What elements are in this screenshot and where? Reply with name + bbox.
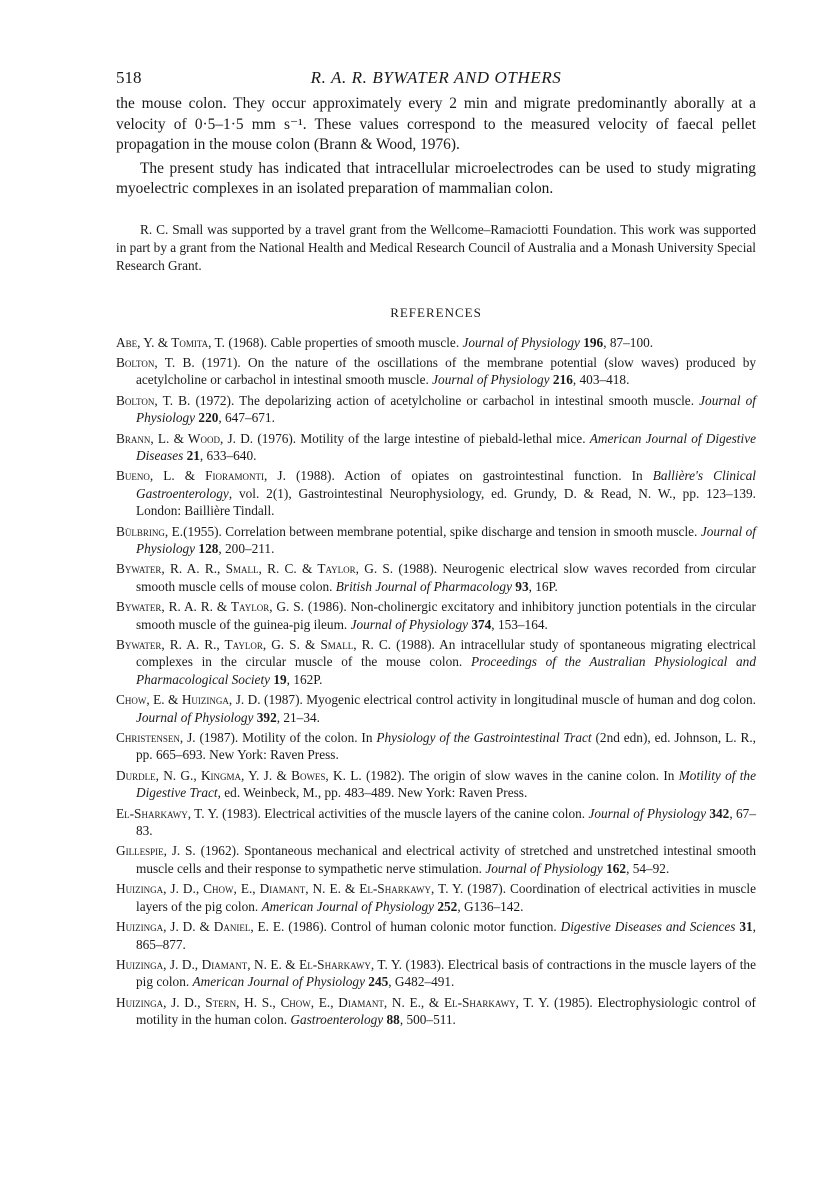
reference-authors: Huizinga, J. D., Diamant, N. E. & El-Sharkawy, T. Y.: [116, 956, 403, 972]
reference-pages: , 647–671.: [218, 410, 275, 426]
reference-entry: [116, 805, 756, 840]
reference-entry: [116, 994, 756, 1029]
reference-authors: Durdle, N. G., Kingma, Y. J. & Bowes, K. L.: [116, 767, 362, 783]
reference-pages: , 865–877.: [136, 919, 756, 952]
reference-title: Electrical basis of contractions in the muscle layers of the pig colon.: [136, 956, 756, 990]
reference-title: Coordination of electrical activities in muscle layers of the pig colon.: [136, 881, 756, 914]
reference-entry: [116, 392, 756, 427]
reference-authors: El-Sharkawy, T. Y.: [116, 805, 219, 821]
reference-year: (1987).: [195, 730, 243, 746]
reference-journal: American Journal of Physiology: [192, 974, 365, 990]
reference-entry: [116, 467, 756, 519]
reference-journal: Journal of Physiology: [136, 523, 756, 556]
reference-title: Non-cholinergic excitatory and inhibitory junction potentials in the circular smooth muscle of the guinea-pig ileum.: [136, 599, 756, 632]
reference-title: On the nature of the oscillations of the membrane potential (slow waves) produced by acetylcholine or carbachol in intestinal smooth muscle.: [136, 354, 756, 388]
reference-pages: , 21–34.: [276, 709, 320, 725]
reference-authors: Bolton, T. B.: [116, 392, 191, 408]
reference-authors: Huizinga, J. D. & Daniel, E. E.: [116, 919, 285, 935]
reference-volume: 19: [270, 671, 287, 687]
reference-year: (1988).: [391, 637, 440, 652]
reference-year: (1983).: [218, 805, 265, 821]
reference-title: Spontaneous mechanical and electrical activity of stretched and unstretched intestinal smooth muscle cells and their response to sympathetic nerve stimulation.: [136, 843, 756, 876]
reference-year: (1988).: [285, 468, 345, 484]
reference-year: (1985).: [549, 994, 598, 1010]
reference-pages: , 87–100.: [603, 334, 654, 350]
reference-title: Electrical activities of the muscle layers of the canine colon.: [264, 805, 589, 821]
reference-authors: Bolton, T. B.: [116, 354, 195, 370]
reference-title: Neurogenic electrical slow waves recorded from circular smooth muscle cells of mouse colon.: [136, 561, 756, 594]
reference-entry: [116, 430, 756, 465]
references-heading: REFERENCES: [390, 304, 482, 320]
reference-pages: (2nd edn), ed. Johnson, L. R., pp. 665–693. New York: Raven Press.: [136, 730, 756, 763]
reference-pages: , vol. 2(1), Gastrointestinal Neurophysiology, ed. Grundy, D. & Read, N. W., pp. 123–139. London: Baillière Tindall.: [136, 485, 756, 519]
reference-journal: American Journal of Digestive Diseases: [136, 430, 756, 463]
reference-pages: , 54–92.: [626, 860, 670, 876]
reference-year: (1983).: [402, 956, 448, 972]
reference-volume: 93: [511, 578, 529, 594]
reference-journal: Journal of Physiology: [136, 392, 756, 426]
page: [116, 68, 756, 1032]
reference-authors: Bywater, R. A. R. & Taylor, G. S.: [116, 599, 304, 615]
reference-authors: Brann, L. & Wood, J. D.: [116, 430, 254, 446]
reference-journal: Journal of Physiology: [588, 805, 707, 821]
reference-year: (1962).: [195, 843, 245, 859]
reference-pages: , 67–83.: [136, 805, 756, 839]
reference-journal: Proceedings of the Australian Physiological and Pharmacological Society: [136, 654, 756, 687]
reference-volume: 392: [253, 709, 277, 725]
reference-pages: , 153–164.: [491, 616, 548, 632]
reference-pages: , ed. Weinbeck, M., pp. 483–489. New York: Raven Press.: [217, 785, 528, 801]
reference-authors: Huizinga, J. D., Stern, H. S., Chow, E., Diamant, N. E., & El-Sharkawy, T. Y.: [116, 994, 550, 1010]
reference-volume: 220: [195, 410, 219, 426]
reference-journal: Journal of Physiology: [485, 860, 603, 876]
reference-journal: Ballière's Clinical Gastroenterology: [136, 468, 756, 501]
reference-journal: Journal of Physiology: [350, 616, 469, 632]
reference-authors: Abe, Y. & Tomita, T.: [116, 334, 225, 350]
reference-volume: 252: [434, 898, 458, 914]
reference-pages: , 500–511.: [399, 1012, 456, 1028]
reference-pages: , 633–640.: [199, 447, 257, 463]
reference-year: (1972).: [190, 392, 240, 408]
reference-volume: 374: [468, 616, 492, 632]
reference-authors: Bywater, R. A. R., Small, R. C. & Taylor, G. S.: [116, 561, 394, 577]
reference-title: The origin of slow waves in the canine colon. In: [408, 767, 679, 783]
reference-volume: 88: [383, 1012, 400, 1028]
reference-year: (1987).: [463, 881, 511, 897]
reference-title: The depolarizing action of acetylcholine or carbachol in intestinal smooth muscle.: [239, 392, 700, 408]
reference-volume: 162: [602, 860, 627, 876]
reference-title: Myogenic electrical control activity in longitudinal muscle of human and dog colon.: [306, 692, 756, 708]
reference-volume: 21: [183, 447, 200, 463]
page-header: [116, 68, 756, 94]
reference-authors: Chow, E. & Huizinga, J. D.: [116, 692, 261, 708]
reference-journal: Digestive Diseases and Sciences: [560, 919, 736, 935]
reference-volume: 31: [735, 919, 753, 935]
reference-journal: British Journal of Pharmacology: [335, 578, 512, 594]
reference-entry: [116, 956, 756, 991]
reference-entry: [116, 842, 756, 877]
reference-list: [116, 334, 756, 1029]
reference-entry: [116, 691, 756, 726]
reference-pages: , 16P.: [528, 578, 558, 594]
reference-year: (1986).: [303, 599, 351, 615]
reference-journal: Physiology of the Gastrointestinal Tract: [376, 730, 592, 746]
running-title: R. A. R. BYWATER AND OTHERS: [310, 68, 562, 87]
acknowledgement: R. C. Small was supported by a travel grant from the Wellcome–Ramaciotti Foundation. This work was supported in part by a grant from the National Health and Medical Research Council of Australia and a Monash University Special Research Grant.: [116, 221, 756, 273]
reference-pages: , 403–418.: [572, 372, 630, 388]
reference-pages: , G136–142.: [457, 898, 524, 914]
reference-pages: , 162P.: [286, 671, 323, 687]
reference-entry: [116, 767, 756, 802]
reference-entry: [116, 354, 756, 389]
page-number: 518: [116, 68, 142, 87]
reference-year: (1987).: [260, 692, 307, 708]
reference-volume: 216: [549, 372, 573, 388]
reference-volume: 245: [364, 974, 389, 990]
reference-volume: 128: [195, 540, 219, 556]
body-paragraph: the mouse colon. They occur approximately every 2 min and migrate predominantly aborally at a velocity of 0·5–1·5 mm s⁻¹. These values correspond to the measured velocity of faecal pellet propagation in the mouse colon (Brann & Wood, 1976).: [116, 95, 756, 153]
reference-entry: [116, 729, 756, 764]
reference-title: An intracellular study of spontaneous migrating electrical complexes in the circular muscle of the mouse colon.: [136, 637, 756, 670]
reference-journal: Gastroenterology: [290, 1012, 384, 1028]
reference-authors: Gillespie, J. S.: [116, 843, 196, 859]
reference-year: (1968).: [225, 334, 271, 350]
reference-volume: 342: [706, 805, 730, 821]
reference-journal: Motility of the Digestive Tract: [136, 767, 756, 801]
reference-authors: Bueno, L. & Fioramonti, J.: [116, 468, 286, 484]
reference-year: (1986).: [284, 919, 331, 935]
reference-entry: [116, 560, 756, 595]
reference-title: Motility of the colon. In: [242, 730, 377, 746]
reference-entry: [116, 598, 756, 633]
reference-title: Cable properties of smooth muscle.: [270, 334, 463, 350]
reference-authors: Huizinga, J. D., Chow, E., Diamant, N. E. & El-Sharkawy, T. Y.: [116, 881, 464, 897]
reference-entry: [116, 334, 756, 351]
reference-entry: [116, 880, 756, 915]
reference-pages: , G482–491.: [388, 974, 455, 990]
reference-year: (1971).: [194, 354, 248, 370]
reference-pages: , 200–211.: [218, 540, 275, 556]
reference-title: Motility of the large intestine of piebald-lethal mice.: [300, 430, 590, 446]
reference-year: (1982).: [361, 767, 409, 783]
reference-journal: Journal of Physiology: [462, 334, 580, 350]
reference-journal: Journal of Physiology: [432, 372, 550, 388]
reference-title: Control of human colonic motor function.: [330, 919, 561, 935]
body-paragraph: The present study has indicated that intracellular microelectrodes can be used to study migrating myoelectric complexes in an isolated preparation of mammalian colon.: [116, 159, 756, 197]
reference-entry: [116, 523, 756, 558]
reference-entry: [116, 636, 756, 688]
reference-authors: Bywater, R. A. R., Taylor, G. S. & Small, R. C.: [116, 637, 392, 652]
reference-title: Action of opiates on gastrointestinal function. In: [344, 468, 653, 484]
reference-year: (1955).: [183, 523, 226, 539]
reference-authors: Bülbring, E.: [116, 523, 184, 539]
reference-year: (1976).: [253, 430, 301, 446]
reference-title: Electrophysiologic control of motility in the human colon.: [136, 994, 756, 1028]
reference-title: Correlation between membrane potential, spike discharge and tension in smooth muscle.: [225, 523, 701, 539]
reference-entry: [116, 918, 756, 953]
reference-volume: 196: [579, 334, 604, 350]
reference-journal: Journal of Physiology: [136, 709, 254, 725]
reference-authors: Christensen, J.: [116, 730, 196, 746]
reference-journal: American Journal of Physiology: [261, 898, 435, 914]
reference-year: (1988).: [393, 561, 443, 577]
